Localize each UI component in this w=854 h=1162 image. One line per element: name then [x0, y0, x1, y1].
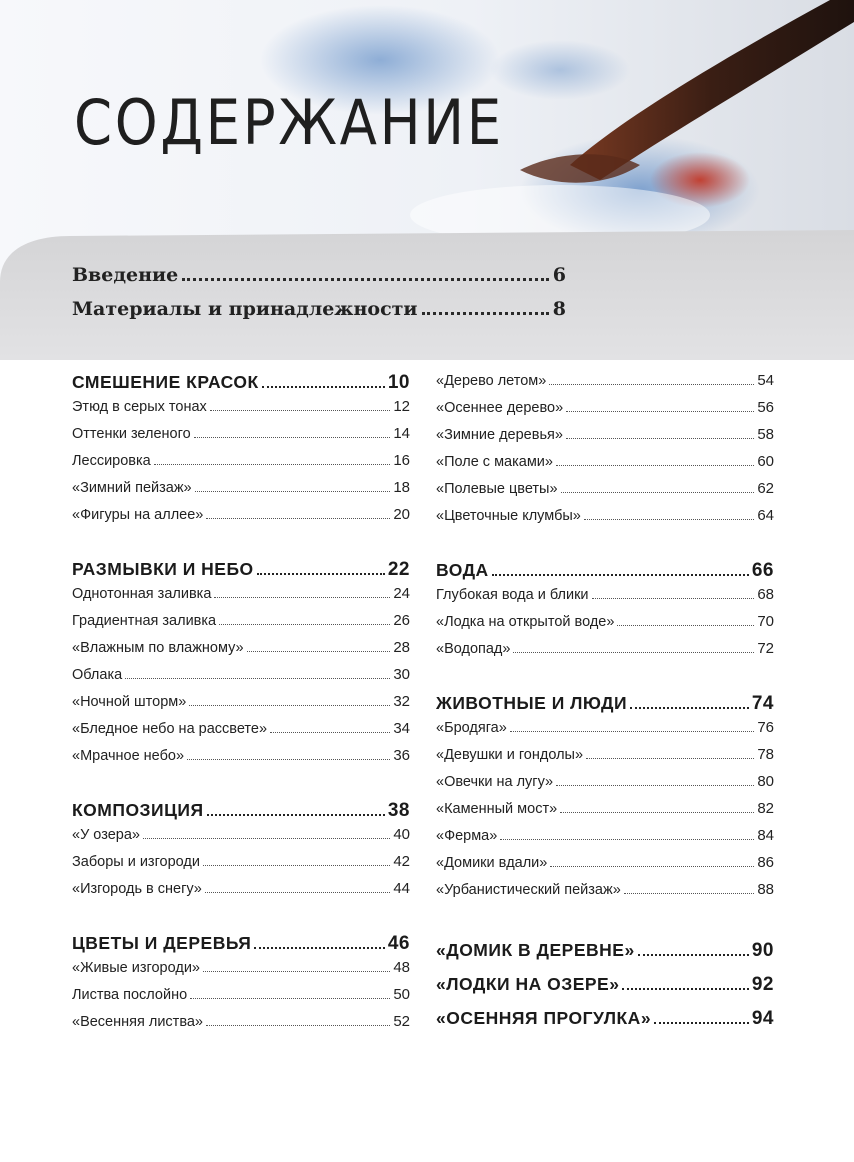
item-page: 36 — [393, 747, 410, 764]
item-title: Лессировка — [72, 453, 151, 469]
dot-leader — [187, 759, 390, 760]
dot-leader — [624, 893, 755, 894]
dot-leader — [190, 998, 390, 999]
item-title: Глубокая вода и блики — [436, 587, 589, 603]
item-page: 16 — [393, 452, 410, 469]
toc-item[interactable] — [72, 1013, 410, 1040]
item-page: 58 — [757, 426, 774, 443]
toc-section-heading[interactable] — [436, 693, 774, 719]
item-title: Облака — [72, 667, 123, 683]
dot-leader — [270, 732, 390, 733]
item-title: Заборы и изгороди — [72, 854, 200, 870]
dot-leader — [247, 651, 391, 652]
toc-item[interactable] — [436, 881, 774, 908]
item-title: «Фигуры на аллее» — [72, 507, 204, 523]
toc-item[interactable] — [436, 507, 774, 534]
item-title: «Урбанистический пейзаж» — [436, 882, 621, 898]
dot-leader — [630, 707, 749, 709]
item-page: 84 — [757, 827, 774, 844]
dot-leader — [586, 758, 754, 759]
item-title: «Поле с маками» — [436, 454, 553, 470]
section-title: СМЕШЕНИЕ КРАСОК — [72, 372, 259, 392]
toc-item[interactable] — [436, 746, 774, 773]
item-page: 24 — [393, 585, 410, 602]
item-page: 62 — [757, 480, 774, 497]
dot-leader — [510, 731, 755, 732]
item-title: «Каменный мост» — [436, 801, 558, 817]
item-title: «Изгородь в снегу» — [72, 881, 202, 897]
page-title: СОДЕРЖАНИЕ — [74, 86, 504, 159]
item-title: «Бродяга» — [436, 720, 507, 736]
dot-leader — [189, 705, 390, 706]
item-title: «Лодка на открытой воде» — [436, 614, 615, 630]
item-title: Этюд в серых тонах — [72, 399, 207, 415]
section-page: 38 — [387, 800, 410, 821]
item-page: 60 — [757, 453, 774, 470]
item-page: 34 — [393, 720, 410, 737]
item-title: «Весенняя листва» — [72, 1014, 203, 1030]
item-title: Листва послойно — [72, 987, 188, 1003]
item-page: 32 — [393, 693, 410, 710]
project-page: 94 — [751, 1008, 774, 1029]
toc-left-column — [72, 372, 410, 1040]
item-page: 68 — [757, 586, 774, 603]
item-page: 78 — [757, 746, 774, 763]
toc-item[interactable] — [72, 506, 410, 533]
item-page: 80 — [757, 773, 774, 790]
toc-item[interactable] — [72, 880, 410, 907]
toc-item[interactable] — [436, 453, 774, 480]
item-title: «Цветочные клумбы» — [436, 508, 581, 524]
entry-title: Введение — [72, 264, 179, 286]
toc-item[interactable] — [72, 826, 410, 853]
item-page: 70 — [757, 613, 774, 630]
toc-item[interactable] — [72, 452, 410, 479]
dot-leader — [207, 814, 385, 816]
entry-title: Материалы и принадлежности — [72, 298, 418, 320]
item-page: 26 — [393, 612, 410, 629]
item-page: 28 — [393, 639, 410, 656]
item-title: «Девушки и гондолы» — [436, 747, 584, 763]
section-title: РАЗМЫВКИ И НЕБО — [72, 559, 254, 579]
dot-leader — [556, 785, 754, 786]
section-title: ЖИВОТНЫЕ И ЛЮДИ — [436, 693, 628, 713]
item-page: 48 — [393, 959, 410, 976]
toc-item[interactable] — [72, 693, 410, 720]
item-title: «У озера» — [72, 827, 140, 843]
item-page: 44 — [393, 880, 410, 897]
dot-leader — [203, 971, 390, 972]
toc-item[interactable] — [436, 719, 774, 746]
dot-leader — [143, 838, 390, 839]
item-title: Градиентная заливка — [72, 613, 217, 629]
item-page: 18 — [393, 479, 410, 496]
item-title: «Бледное небо на рассвете» — [72, 721, 268, 737]
item-page: 52 — [393, 1013, 410, 1030]
toc-item[interactable] — [436, 426, 774, 453]
item-page: 76 — [757, 719, 774, 736]
toc-project-entry[interactable] — [436, 940, 774, 974]
toc-item[interactable] — [72, 585, 410, 612]
dot-leader — [513, 652, 754, 653]
toc-item[interactable] — [436, 480, 774, 507]
item-title: «Мрачное небо» — [72, 748, 185, 764]
section-page: 74 — [751, 693, 774, 714]
dot-leader — [560, 812, 754, 813]
dot-leader — [638, 954, 749, 956]
dot-leader — [566, 411, 754, 412]
item-page: 42 — [393, 853, 410, 870]
toc-item[interactable] — [72, 747, 410, 774]
entry-page: 6 — [552, 264, 566, 286]
dot-leader — [254, 947, 385, 949]
item-page: 56 — [757, 399, 774, 416]
toc-item[interactable] — [436, 399, 774, 426]
item-title: «Зимние деревья» — [436, 427, 563, 443]
dot-leader — [584, 519, 754, 520]
item-page: 20 — [393, 506, 410, 523]
toc-project-entry[interactable] — [436, 974, 774, 1008]
dot-leader — [182, 278, 549, 281]
dot-leader — [492, 574, 749, 576]
toc-item[interactable] — [72, 612, 410, 639]
section-page: 22 — [387, 559, 410, 580]
item-title: «Ночной шторм» — [72, 694, 187, 710]
toc-section-heading[interactable] — [72, 933, 410, 959]
dot-leader — [194, 437, 391, 438]
item-page: 40 — [393, 826, 410, 843]
toc-item[interactable] — [436, 773, 774, 800]
toc-final-projects — [436, 940, 774, 1042]
section-title: ВОДА — [436, 560, 489, 580]
toc-item[interactable] — [436, 827, 774, 854]
dot-leader — [154, 464, 391, 465]
item-page: 86 — [757, 854, 774, 871]
item-title: Однотонная заливка — [72, 586, 212, 602]
toc-item[interactable] — [72, 639, 410, 666]
dot-leader — [125, 678, 390, 679]
toc-item[interactable] — [72, 959, 410, 986]
toc-section-heading[interactable] — [72, 372, 410, 398]
item-title: «Полевые цветы» — [436, 481, 558, 497]
dot-leader — [205, 892, 390, 893]
toc-section-heading[interactable] — [436, 560, 774, 586]
dot-leader — [566, 438, 754, 439]
item-title: «Дерево летом» — [436, 373, 547, 389]
item-title: «Влажным по влажному» — [72, 640, 244, 656]
toc-section-heading[interactable] — [72, 559, 410, 585]
dot-leader — [549, 384, 754, 385]
project-title: «ЛОДКИ НА ОЗЕРЕ» — [436, 974, 620, 994]
dot-leader — [592, 598, 755, 599]
intro-list — [72, 264, 566, 332]
toc-item[interactable] — [72, 853, 410, 880]
item-page: 72 — [757, 640, 774, 657]
toc-item[interactable] — [72, 479, 410, 506]
dot-leader — [654, 1022, 749, 1024]
section-title: КОМПОЗИЦИЯ — [72, 800, 204, 820]
item-page: 88 — [757, 881, 774, 898]
dot-leader — [622, 988, 748, 990]
item-page: 50 — [393, 986, 410, 1003]
project-title: «ОСЕННЯЯ ПРОГУЛКА» — [436, 1008, 652, 1028]
item-title: «Зимний пейзаж» — [72, 480, 192, 496]
dot-leader — [219, 624, 390, 625]
project-title: «ДОМИК В ДЕРЕВНЕ» — [436, 940, 635, 960]
section-page: 66 — [751, 560, 774, 581]
item-title: Оттенки зеленого — [72, 426, 191, 442]
entry-page: 8 — [552, 298, 566, 320]
item-title: «Живые изгороди» — [72, 960, 200, 976]
header-banner — [0, 0, 854, 360]
item-page: 82 — [757, 800, 774, 817]
dot-leader — [500, 839, 754, 840]
toc-item[interactable] — [436, 800, 774, 827]
item-title: «Овечки на лугу» — [436, 774, 554, 790]
dot-leader — [195, 491, 391, 492]
dot-leader — [206, 518, 390, 519]
item-title: «Ферма» — [436, 828, 498, 844]
dot-leader — [206, 1025, 390, 1026]
toc-entry-intro[interactable] — [72, 264, 566, 298]
toc-entry-materials[interactable] — [72, 298, 566, 332]
item-page: 64 — [757, 507, 774, 524]
toc-item[interactable] — [72, 425, 410, 452]
dot-leader — [617, 625, 754, 626]
item-title: «Домики вдали» — [436, 855, 548, 871]
project-page: 90 — [751, 940, 774, 961]
toc-item[interactable] — [72, 398, 410, 425]
toc-item[interactable] — [436, 640, 774, 667]
item-title: «Водопад» — [436, 641, 511, 657]
item-page: 54 — [757, 372, 774, 389]
item-page: 12 — [393, 398, 410, 415]
dot-leader — [422, 312, 549, 315]
toc-item[interactable] — [436, 613, 774, 640]
toc-item[interactable] — [436, 854, 774, 881]
dot-leader — [550, 866, 754, 867]
section-title: ЦВЕТЫ И ДЕРЕВЬЯ — [72, 933, 252, 953]
toc-right-column — [436, 372, 774, 1042]
dot-leader — [214, 597, 390, 598]
toc-item[interactable] — [72, 986, 410, 1013]
item-title: «Осеннее дерево» — [436, 400, 564, 416]
dot-leader — [262, 386, 385, 388]
section-page: 46 — [387, 933, 410, 954]
item-page: 14 — [393, 425, 410, 442]
toc-item[interactable] — [436, 372, 774, 399]
dot-leader — [257, 573, 385, 575]
toc-item[interactable] — [436, 586, 774, 613]
toc-section-heading[interactable] — [72, 800, 410, 826]
section-page: 10 — [387, 372, 410, 393]
toc-item[interactable] — [72, 720, 410, 747]
dot-leader — [556, 465, 754, 466]
toc-project-entry[interactable] — [436, 1008, 774, 1042]
dot-leader — [203, 865, 390, 866]
item-page: 30 — [393, 666, 410, 683]
dot-leader — [561, 492, 755, 493]
dot-leader — [210, 410, 391, 411]
toc-item[interactable] — [72, 666, 410, 693]
project-page: 92 — [751, 974, 774, 995]
